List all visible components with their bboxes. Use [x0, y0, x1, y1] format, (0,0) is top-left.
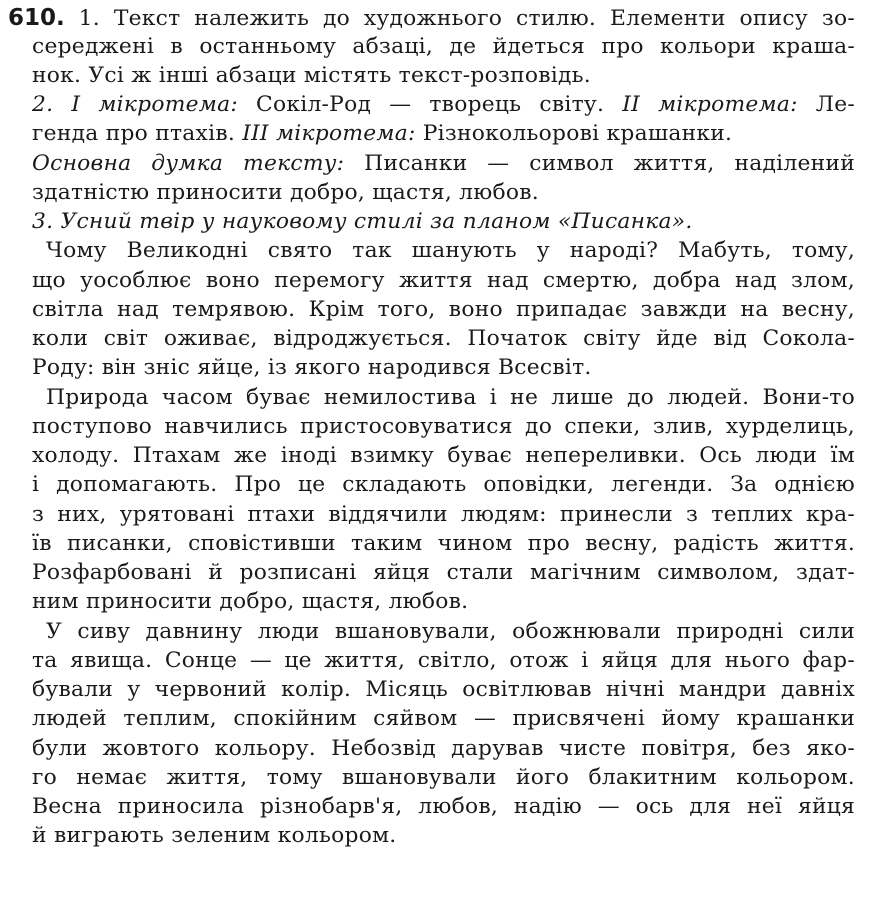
paragraph-1-line: Роду: він зніс яйце, із якого народився Всесвіт. — [32, 355, 592, 380]
paragraph-1-line: світла над темрявою. Крім того, воно припадає завжди на весну, — [32, 297, 855, 322]
main-idea-line — [32, 150, 855, 178]
paragraph-1-line: Чому Великодні свято так шанують у народі? Мабуть, тому, — [46, 238, 855, 263]
text-line: 1. Текст належить до художнього стилю. Елементи опису зо- — [78, 6, 855, 31]
paragraph-2-line: з них, урятовані птахи віддячили людям: принесли з теплих кра- — [32, 502, 855, 527]
italic-label: ІІ мікротема: — [622, 92, 798, 117]
paragraph-2-line: поступово навчились пристосовуватися до спеки, злив, хурделиць, — [32, 414, 855, 439]
exercise-number: 610. — [8, 5, 65, 31]
paragraph-2-line: і допомагають. Про це складають оповідки, легенди. За однією — [32, 472, 855, 497]
paragraph-3-line: бували у червоний колір. Місяць освітлював нічні мандри давніх — [32, 677, 855, 702]
paragraph-1-line: що уособлює воно перемогу життя над смертю, добра над злом, — [32, 268, 855, 293]
task-heading: 3. Усний твір у науковому стилі за планом «Писанка». — [32, 209, 693, 234]
paragraph-3-line: людей теплим, спокійним сяйвом — присвячені йому крашанки — [32, 706, 855, 731]
paragraph-3-line: та явища. Сонце — це життя, світло, отож і яйця для нього фар- — [32, 648, 855, 673]
text-line: нок. Усі ж інші абзаци містять текст-розповідь. — [32, 63, 591, 88]
text-line: середжені в останньому абзаці, де йдеться про кольори крашa- — [32, 34, 855, 59]
text-segment: Сокіл-Род — творець світу. — [237, 92, 623, 117]
italic-label: ІІІ мікротема: — [242, 121, 416, 146]
italic-label: Основна думка тексту: — [32, 151, 345, 176]
paragraph-2-line: Природа часом буває немилостива і не лише до людей. Вони-то — [46, 385, 855, 410]
paragraph-2-line: Розфарбовані й розписані яйця стали магічним символом, здат- — [32, 560, 855, 585]
paragraph-3-line: й виграють зеленим кольором. — [32, 823, 397, 848]
exercise-first-line — [8, 4, 855, 32]
text-segment: генда про птахів. — [32, 121, 243, 146]
paragraph-3-line: були жовтого кольору. Небозвід дарував чисте повітря, без яко- — [32, 736, 855, 761]
text-line: здатністю приносити добро, щастя, любов. — [32, 180, 539, 205]
paragraph-3-line: го немає життя, тому вшановували його блакитним кольором. — [32, 765, 855, 790]
paragraph-3-line: У сиву давнину люди вшановували, обожнювали природні сили — [46, 619, 855, 644]
paragraph-3-line: Весна приносила різнобарв'я, любов, надію — ось для неї яйця — [32, 794, 855, 819]
text-segment: Ле- — [797, 92, 855, 117]
microtopics-line — [32, 91, 855, 119]
text-segment: Різнокольорові крашанки. — [415, 121, 733, 146]
paragraph-2-line: холоду. Птахам же іноді взимку буває непереливки. Ось люди їм — [32, 443, 855, 468]
paragraph-2-line: їв писанки, сповістивши таким чином про весну, радість життя. — [32, 531, 855, 556]
paragraph-2-line: ним приносити добро, щастя, любов. — [32, 589, 469, 614]
paragraph-1-line: коли світ оживає, відроджується. Початок світу йде від Сокола- — [32, 326, 855, 351]
microtopics-line — [32, 120, 855, 148]
text-segment: Писанки — символ життя, наділений — [344, 151, 855, 176]
italic-label: 2. І мікротема: — [32, 92, 238, 117]
